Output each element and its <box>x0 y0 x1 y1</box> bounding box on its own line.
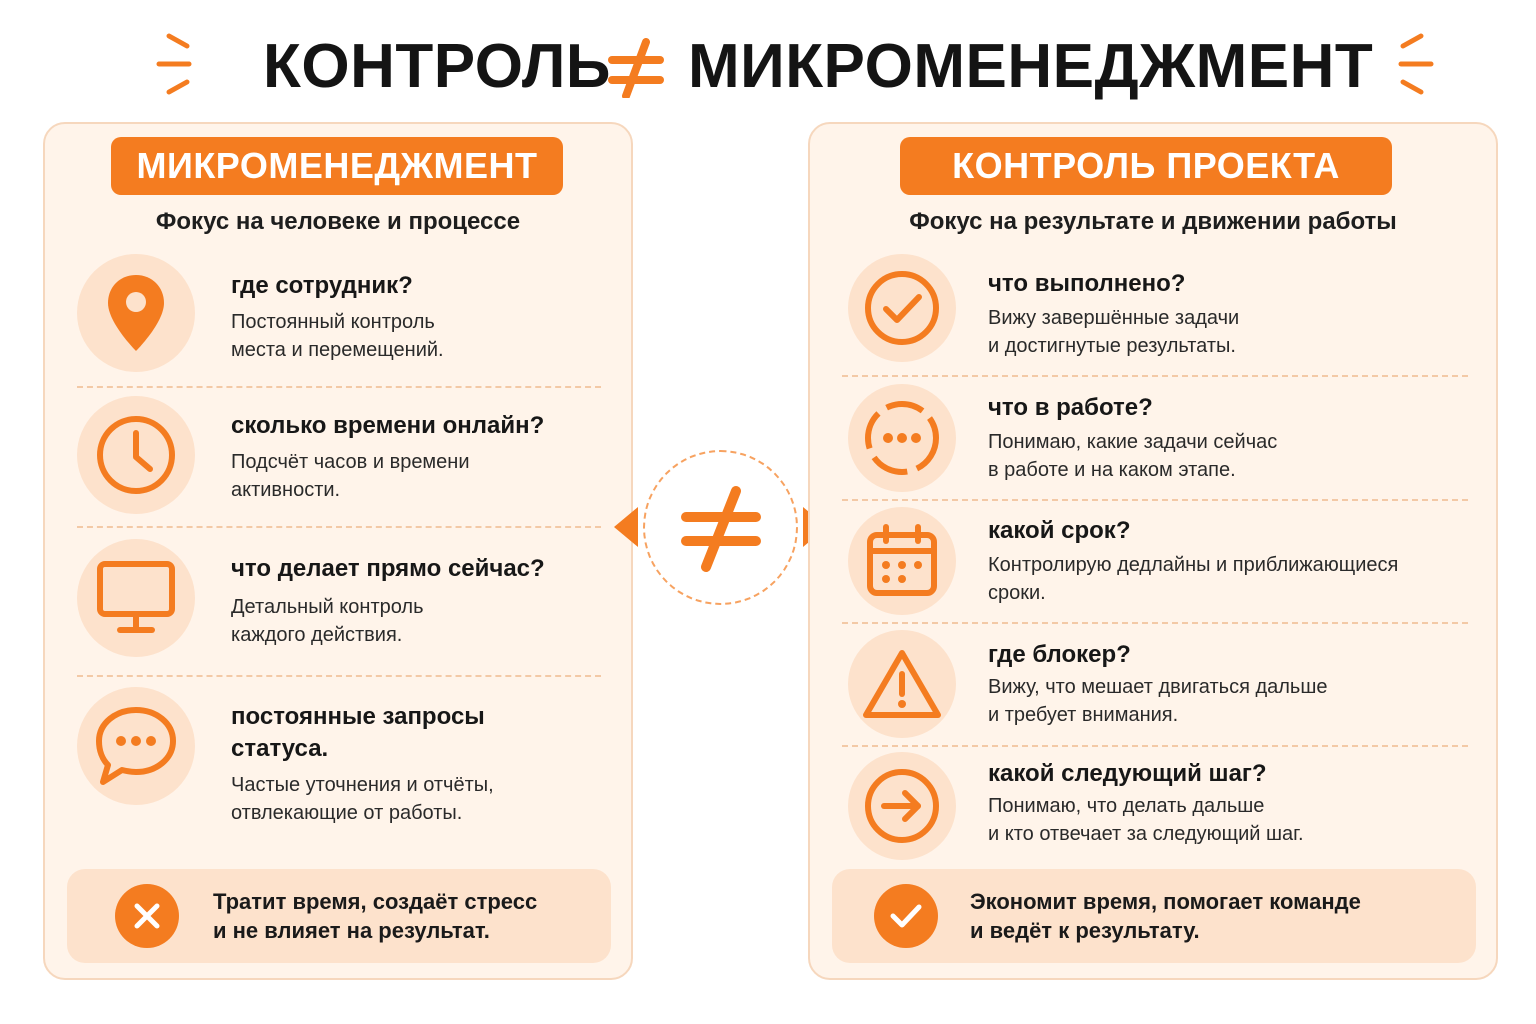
item-desc <box>988 792 1304 848</box>
calendar-icon <box>864 523 940 599</box>
item-title: где сотрудник? <box>231 272 413 299</box>
panel-title: МИКРОМЕНЕДЖМЕНТ <box>111 137 563 195</box>
divider <box>842 745 1468 747</box>
item-desc <box>988 428 1277 484</box>
item-desc-line: активности. <box>231 479 341 501</box>
arrow-right-circle-icon <box>862 766 942 846</box>
item-desc <box>231 448 470 504</box>
item-desc <box>988 551 1398 607</box>
divider <box>842 375 1468 377</box>
burst-left-icon <box>155 28 195 98</box>
footer-box <box>67 869 611 963</box>
check-icon <box>889 902 923 930</box>
footer-text <box>970 887 1361 945</box>
icon-circle <box>848 507 956 615</box>
panel-subtitle: Фокус на результате и движении работы <box>909 208 1397 235</box>
warning-icon <box>862 648 942 720</box>
monitor-icon <box>94 558 178 638</box>
micromanagement-panel <box>43 122 633 980</box>
icon-circle <box>848 752 956 860</box>
item-desc-line: Постоянный контроль <box>231 311 435 333</box>
item-title: сколько времени онлайн? <box>231 412 545 439</box>
item-desc-line: Понимаю, какие задачи сейчас <box>988 431 1278 453</box>
footer-icon-circle <box>115 884 179 948</box>
location-pin-icon <box>105 273 167 353</box>
item-desc-line: сроки. <box>988 582 1046 604</box>
footer-text-line: Экономит время, помогает команде <box>970 889 1361 914</box>
item-title: что выполнено? <box>988 270 1186 297</box>
item-title <box>231 701 485 765</box>
icon-circle <box>848 384 956 492</box>
item-title: что делает прямо сейчас? <box>231 555 545 582</box>
footer-text-line: и ведёт к результату. <box>970 918 1200 943</box>
not-equal-icon <box>676 483 766 573</box>
item-title: какой срок? <box>988 517 1131 544</box>
chat-bubble-icon <box>93 704 179 788</box>
cross-icon <box>132 901 162 931</box>
item-title: какой следующий шаг? <box>988 760 1267 787</box>
item-desc-line: и требует внимания. <box>988 704 1179 726</box>
clock-icon <box>94 413 178 497</box>
item-desc <box>988 673 1328 729</box>
item-desc <box>231 593 424 649</box>
icon-circle <box>77 539 195 657</box>
title-control: КОНТРОЛЬ <box>263 32 611 101</box>
item-desc-line: каждого действия. <box>231 624 403 646</box>
item-desc-line: и достигнутые результаты. <box>988 335 1236 357</box>
icon-circle <box>77 687 195 805</box>
project-control-panel <box>808 122 1498 980</box>
item-desc-line: и кто отвечает за следующий шаг. <box>988 823 1304 845</box>
item-title: что в работе? <box>988 394 1153 421</box>
panel-subtitle: Фокус на человеке и процессе <box>155 208 521 235</box>
item-desc-line: Вижу завершённые задачи <box>988 307 1240 329</box>
divider <box>77 386 601 388</box>
item-title-line: постоянные запросы <box>231 703 485 730</box>
icon-circle <box>848 254 956 362</box>
icon-circle <box>77 396 195 514</box>
not-equal-icon <box>606 38 666 98</box>
header <box>0 22 1536 112</box>
item-desc-line: отвлекающие от работы. <box>231 802 463 824</box>
item-desc-line: Вижу, что мешает двигаться дальше <box>988 676 1328 698</box>
divider <box>77 675 601 677</box>
footer-icon-circle <box>874 884 938 948</box>
item-desc-line: Частые уточнения и отчёты, <box>231 774 494 796</box>
item-desc-line: Понимаю, что делать дальше <box>988 795 1265 817</box>
divider <box>77 526 601 528</box>
item-desc-line: Подсчёт часов и времени <box>231 451 470 473</box>
icon-circle <box>77 254 195 372</box>
item-desc-line: Контролирую дедлайны и приближающиеся <box>988 554 1399 576</box>
icon-circle <box>848 630 956 738</box>
item-desc-line: места и перемещений. <box>231 339 444 361</box>
divider <box>842 499 1468 501</box>
footer-box <box>832 869 1476 963</box>
panel-title: КОНТРОЛЬ ПРОЕКТА <box>900 137 1392 195</box>
item-title-line: статуса. <box>231 735 329 762</box>
item-desc <box>231 771 494 827</box>
item-desc-line: Детальный контроль <box>231 596 424 618</box>
footer-text-line: и не влияет на результат. <box>213 918 490 943</box>
item-desc <box>231 308 444 364</box>
divider <box>842 622 1468 624</box>
footer-text <box>213 887 537 945</box>
item-desc-line: в работе и на каком этапе. <box>988 459 1236 481</box>
item-desc <box>988 304 1239 360</box>
check-circle-icon <box>862 268 942 348</box>
item-title: где блокер? <box>988 641 1131 668</box>
title-micromanagement: МИКРОМЕНЕДЖМЕНТ <box>688 32 1374 101</box>
footer-text-line: Тратит время, создаёт стресс <box>213 889 538 914</box>
arrow-left-icon <box>610 505 640 549</box>
in-progress-icon <box>862 398 942 478</box>
burst-right-icon <box>1395 28 1435 98</box>
